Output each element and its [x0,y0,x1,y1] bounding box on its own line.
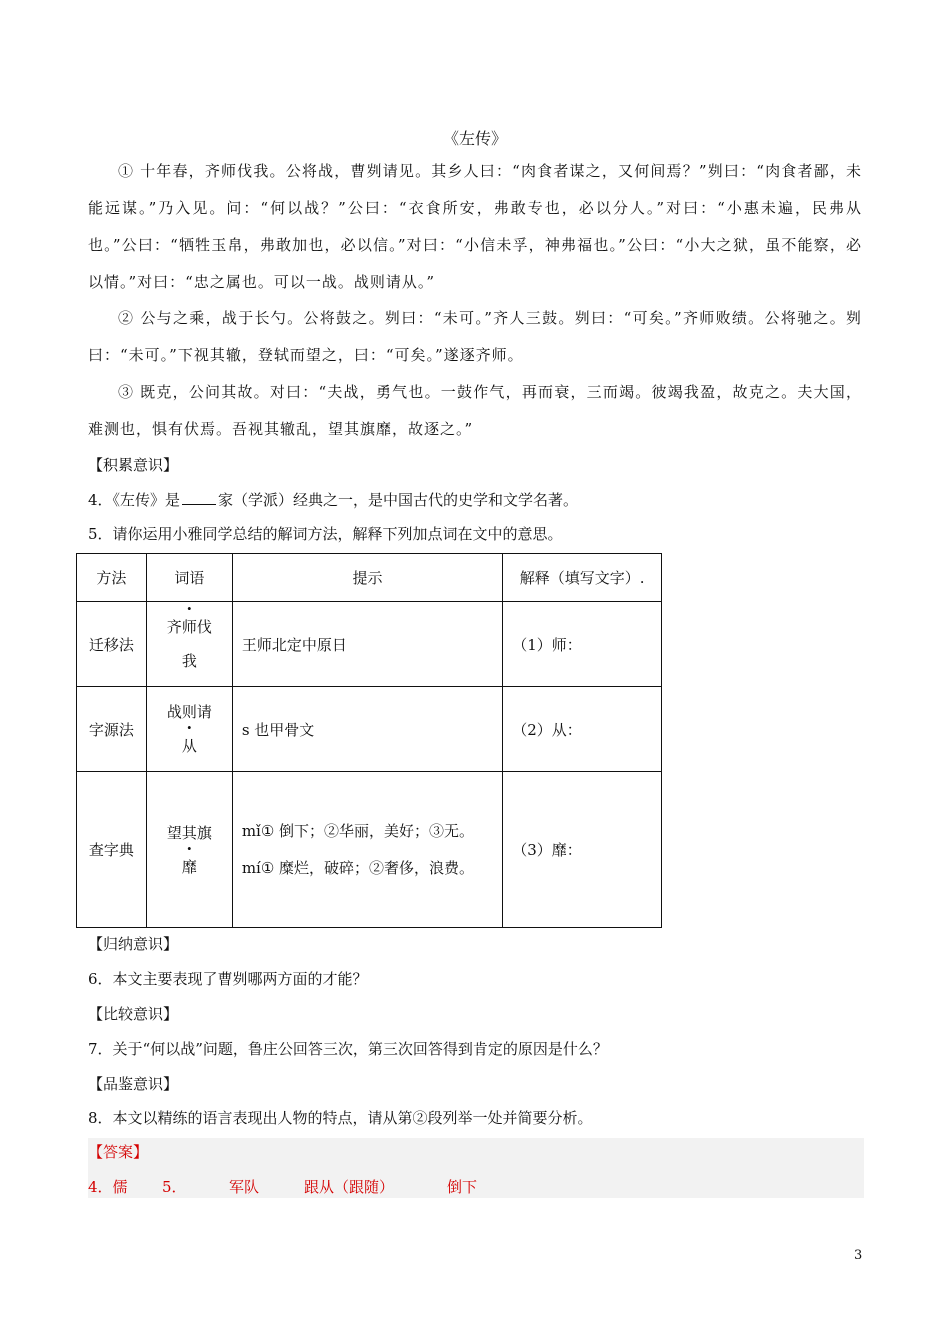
answer-4: 4．儒 [88,1178,128,1196]
cell-hint: s 也甲骨文 [232,687,502,772]
question-6: 6．本文主要表现了曹刿哪两方面的才能？ [88,970,368,988]
paragraph-1: ① 十年春，齐师伐我。公将战，曹刿请见。其乡人曰：“肉食者谋之，又何间焉？”刿曰：“肉食者鄙，未能远谋。”乃入见。问：“何以战？”公曰：“衣食所安，弗敢专也，必以分人。”对曰：“小惠未遍，民弗从也。”公曰：“牺牲玉帛，弗敢加也，必以信。”对曰：“小信未孚，神弗福也。”公曰：“小大之狱，虽不能察，必以情。”对曰：“忠之属也。可以一战。战则请从。” [88,162,862,291]
paragraph-3: ③ 既克，公问其故。对曰：“夫战，勇气也。一鼓作气，再而衰，三而竭。彼竭我盈，故克之。夫大国，难测也，惧有伏焉。吾视其辙乱，望其旗靡，故逐之。” [88,383,862,438]
question-8: 8．本文以精练的语言表现出人物的特点，请从第②段列举一处并简要分析。 [88,1109,593,1127]
paragraph-2: ② 公与之乘，战于长勺。公将鼓之。刿曰：“未可。”齐人三鼓。刿曰：“可矣。”齐师败绩。公将驰之。刿曰：“未可。”下视其辙，登轼而望之，曰：“可矣。”遂逐齐师。 [88,309,862,364]
dotted-char: 从 [181,737,197,755]
cell-explain: （1）师： [503,602,662,687]
section-heading-comparison: 【比较意识】 [88,1005,179,1023]
cell-hint: 王师北定中原日 [232,602,502,687]
cell-method: 字源法 [77,687,147,772]
question-4: 4．《左传》是 家（学派）经典之一，是中国古代的史学和文学名著。 [88,491,579,509]
passage-title: 《左传》 [442,129,507,148]
answer-label: 【答案】 [88,1143,149,1161]
header-hint: 提示 [232,554,502,602]
answer-5-3: 倒下 [447,1178,478,1196]
cell-word: 战则请 从 [146,687,232,772]
question-5: 5．请你运用小雅同学总结的解词方法，解释下列加点词在文中的意思。 [88,525,563,543]
cell-word: 齐师伐 我 [146,602,232,687]
dotted-char: 师 [181,618,197,636]
cell-hint: mǐ① 倒下；②华丽，美好；③无。 mí① 糜烂，破碎；②奢侈，浪费。 [232,772,502,928]
section-heading-appreciation: 【品鉴意识】 [88,1075,179,1093]
answer-5-2: 跟从（跟随） [304,1178,395,1196]
section-heading-induction: 【归纳意识】 [88,935,179,953]
dotted-char: 靡 [181,857,197,876]
header-method: 方法 [77,554,147,602]
header-explain: 解释（填写文字）. [503,554,662,602]
page-number: 3 [854,1248,863,1263]
table-header-row [77,554,662,602]
section-heading-accumulation: 【积累意识】 [88,456,179,474]
question-7: 7．关于“何以战”问题，鲁庄公回答三次，第三次回答得到肯定的原因是什么？ [88,1040,608,1058]
table-row [77,772,662,928]
cell-method: 查字典 [77,772,147,928]
cell-explain: （3）靡： [503,772,662,928]
fill-in-blank [182,490,216,505]
cell-word: 望其旗 靡 [146,772,232,928]
table-row [77,687,662,772]
header-word: 词语 [146,554,232,602]
cell-method: 迁移法 [77,602,147,687]
answer-5-1: 军队 [229,1178,260,1196]
answer-5: 5． [162,1178,187,1196]
table-row [77,602,662,687]
cell-explain: （2）从： [503,687,662,772]
vocabulary-table [76,553,662,928]
